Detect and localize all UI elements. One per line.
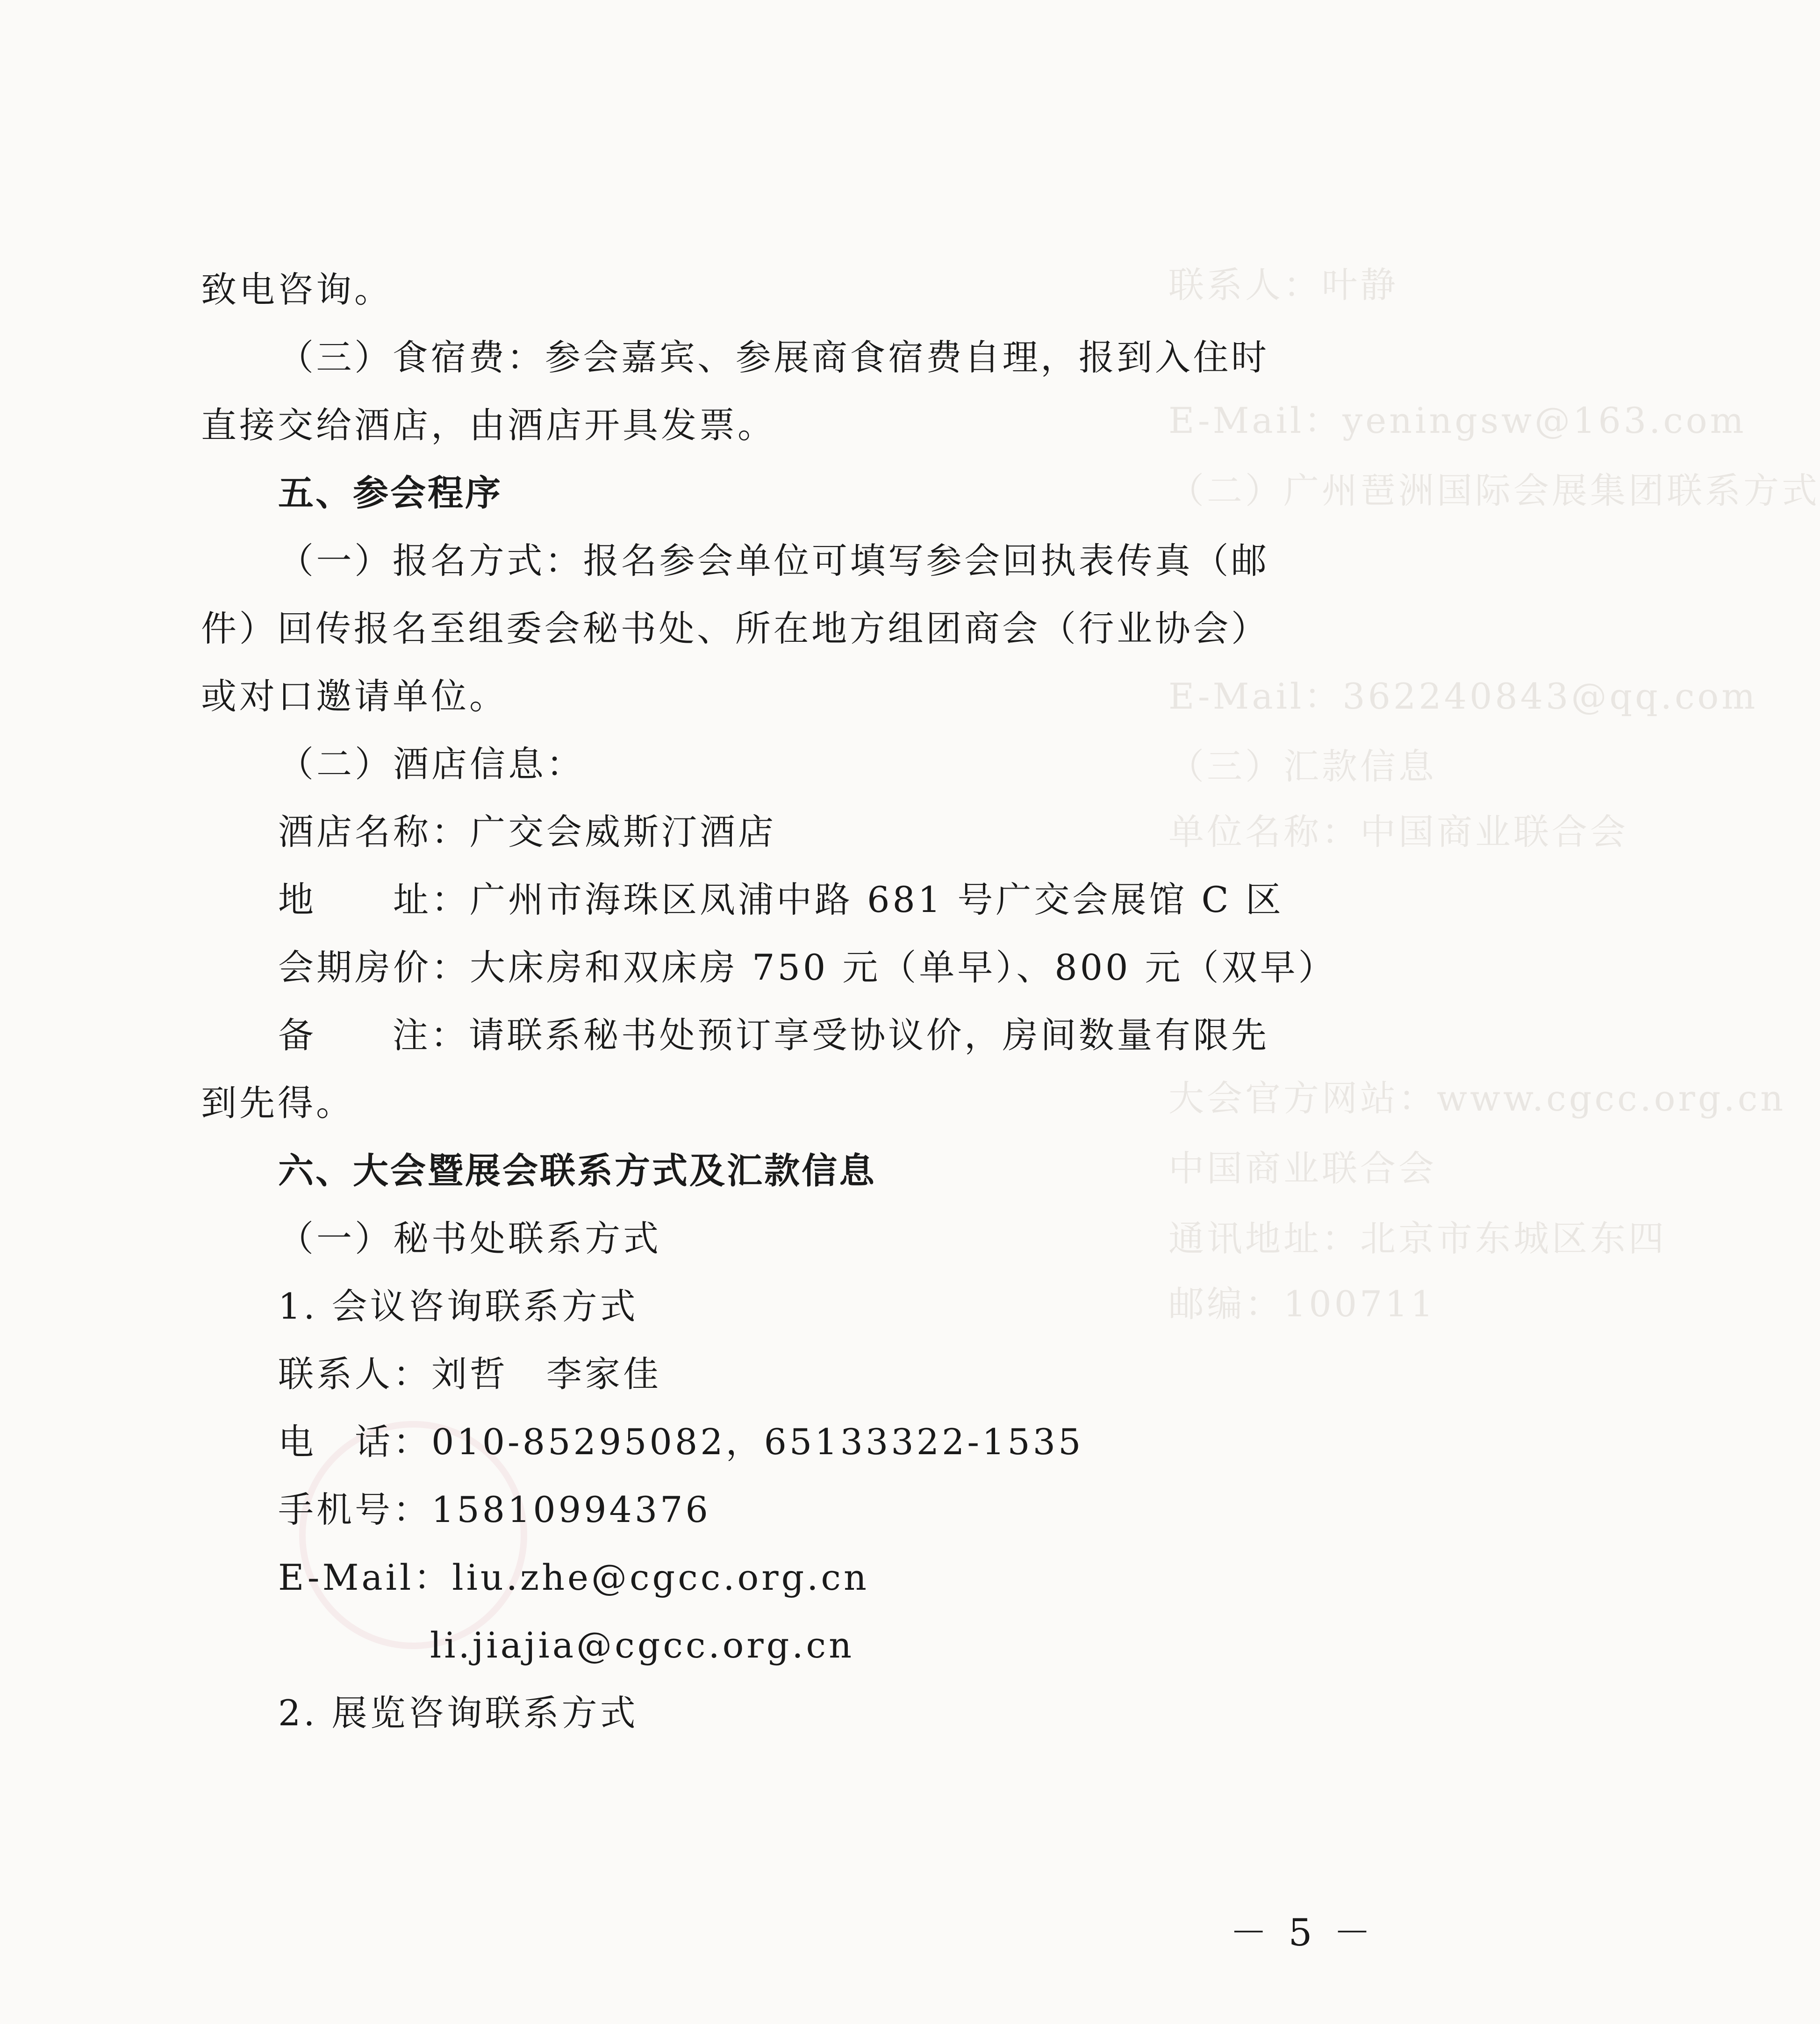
show-through-text: 联系人：叶静	[1168, 264, 1398, 306]
show-through-text: 通讯地址：北京市东城区东四	[1168, 1218, 1667, 1259]
show-through-text: E-Mail：yeningsw@163.com	[1168, 400, 1747, 441]
subsection-heading: （一）秘书处联系方式	[278, 1218, 661, 1259]
body-line: 1. 会议咨询联系方式	[278, 1285, 638, 1327]
body-line: 致电咨询。	[201, 269, 393, 310]
hotel-note-line: 备 注：请联系秘书处预订享受协议价，房间数量有限先	[278, 1014, 1267, 1056]
show-through-text: （三）汇款信息	[1168, 746, 1437, 787]
contact-email-line: E-Mail：liu.zhe@cgcc.org.cn	[278, 1557, 869, 1598]
show-through-text: E-Mail：362240843@qq.com	[1168, 675, 1758, 717]
page-number: － 5 －	[1230, 1911, 1376, 1954]
show-through-text: 单位名称：中国商业联合会	[1168, 811, 1628, 853]
body-line: （一）报名方式：报名参会单位可填写参会回执表传真（邮	[278, 540, 1267, 581]
show-through-text: 大会官方网站：www.cgcc.org.cn	[1168, 1077, 1786, 1119]
section-heading: 六、大会暨展会联系方式及汇款信息	[278, 1150, 876, 1191]
body-line: 2. 展览咨询联系方式	[278, 1692, 638, 1734]
contact-person-line: 联系人：刘哲 李家佳	[278, 1353, 661, 1395]
body-line: 直接交给酒店，由酒店开具发票。	[201, 404, 776, 446]
contact-email-line-2: li.jiajia@cgcc.org.cn	[430, 1624, 855, 1666]
show-through-text: 邮编：100711	[1168, 1283, 1436, 1325]
show-through-text: （二）广州琶洲国际会展集团联系方式	[1168, 470, 1820, 511]
body-line: 到先得。	[201, 1082, 354, 1124]
body-line: （二）酒店信息：	[278, 743, 585, 785]
body-line: 或对口邀请单位。	[201, 675, 508, 717]
show-through-text: 中国商业联合会	[1168, 1148, 1437, 1189]
hotel-name-line: 酒店名称：广交会威斯汀酒店	[278, 811, 776, 853]
section-heading: 五、参会程序	[278, 472, 502, 514]
contact-phone-line: 电 话：010-85295082，65133322-1535	[278, 1421, 1084, 1463]
hotel-price-line: 会期房价：大床房和双床房 750 元（单早）、800 元（双早）	[278, 947, 1337, 988]
body-line: 件）回传报名至组委会秘书处、所在地方组团商会（行业协会）	[201, 608, 1267, 649]
hotel-address-line: 地 址：广州市海珠区凤浦中路 681 号广交会展馆 C 区	[278, 879, 1284, 920]
body-line: （三）食宿费：参会嘉宾、参展商食宿费自理，报到入住时	[278, 337, 1267, 378]
contact-mobile-line: 手机号：15810994376	[278, 1489, 711, 1530]
